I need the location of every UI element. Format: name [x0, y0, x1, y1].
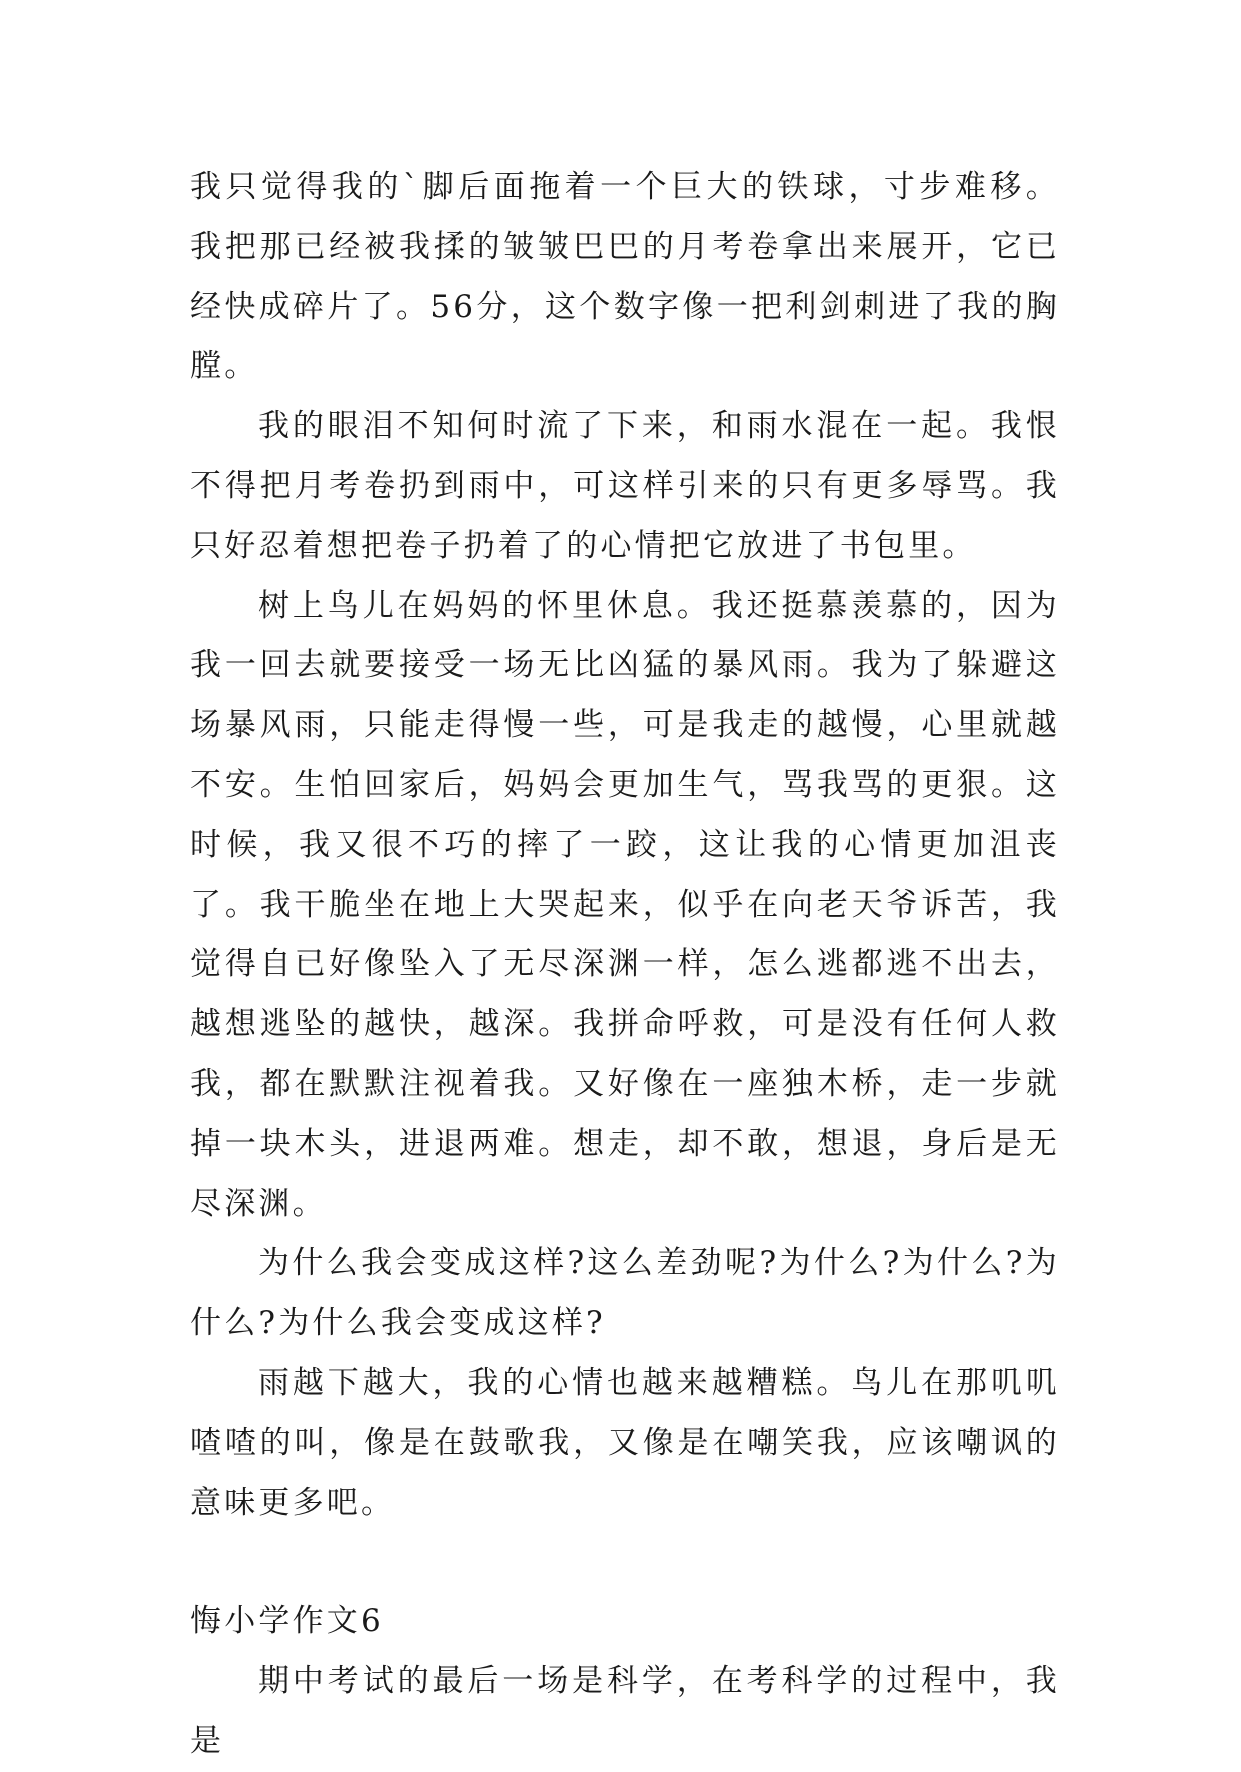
- section-title: 悔小学作文6: [190, 1603, 384, 1640]
- paragraph-5: 雨越下越大，我的心情也越来越糟糕。鸟儿在那叽叽喳喳的叫，像是在鼓歌我，又像是在嘲笑我，应该嘲讽的意味更多吧。: [190, 1364, 1060, 1521]
- section-paragraph: 期中考试的最后一场是科学，在考科学的过程中，我是: [190, 1663, 1060, 1759]
- paragraph-4: 为什么我会变成这样?这么差劲呢?为什么?为什么?为什么?为什么我会变成这样?: [190, 1245, 1060, 1342]
- paragraph-2: 我的眼泪不知何时流了下来，和雨水混在一起。我恨不得把月考卷扔到雨中，可这样引来的只有更多辱骂。我只好忍着想把卷子扔着了的心情把它放进了书包里。: [190, 408, 1060, 564]
- document-page: [190, 158, 1060, 1772]
- paragraph-1: 我只觉得我的`脚后面拖着一个巨大的铁球，寸步难移。我把那已经被我揉的皱皱巴巴的月考卷拿出来展开，它已经快成碎片了。56分，这个数字像一把利剑刺进了我的胸膛。: [190, 169, 1060, 385]
- paragraph-3: 树上鸟儿在妈妈的怀里休息。我还挺慕羡慕的，因为我一回去就要接受一场无比凶猛的暴风雨。我为了躲避这场暴风雨，只能走得慢一些，可是我走的越慢，心里就越不安。生怕回家后，妈妈会更加生气，骂我骂的更狠。这时候，我又很不巧的摔了一跤，这让我的心情更加沮丧了。我干脆坐在地上大哭起来，似乎在向老天爷诉苦，我觉得自已好像坠入了无尽深渊一样，怎么逃都逃不出去，越想逃坠的越快，越深。我拼命呼救，可是没有任何人救我，都在默默注视着我。又好像在一座独木桥，走一步就掉一块木头，进退两难。想走，却不敢，想退，身后是无尽深渊。: [190, 587, 1060, 1222]
